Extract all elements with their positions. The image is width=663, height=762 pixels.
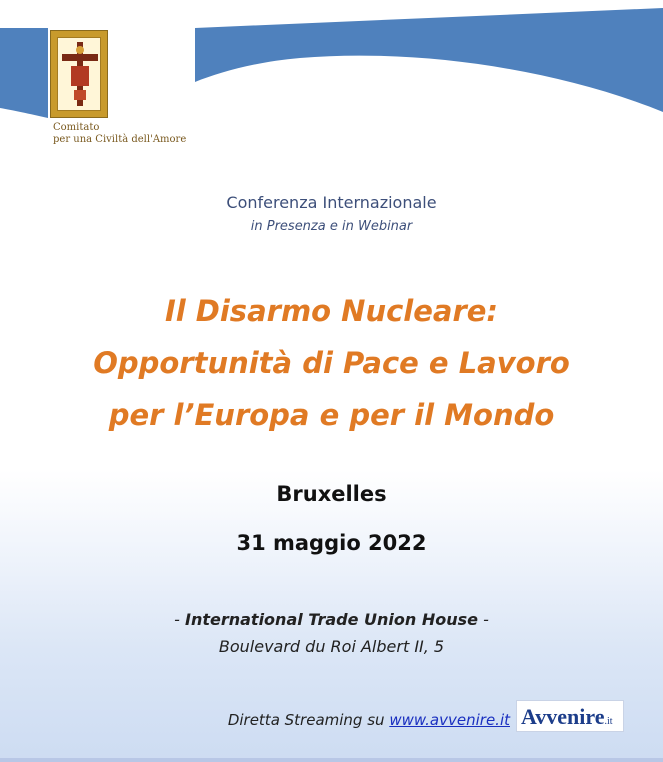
event-address: Boulevard du Roi Albert II, 5 [218, 637, 445, 656]
venue-suffix: - [477, 610, 489, 629]
streaming-label: Diretta Streaming su [227, 711, 390, 729]
streaming-info [0, 711, 510, 729]
committee-name [53, 122, 213, 146]
committee-name-line1: Comitato [53, 122, 100, 133]
event-title-line3: per l’Europa e per il Mondo [108, 398, 555, 432]
committee-logo [50, 30, 108, 118]
conference-title: Conferenza Internazionale [226, 193, 437, 212]
banner-wave-left [0, 28, 48, 118]
event-title [0, 285, 663, 441]
conference-subtitle: in Presenza e in Webinar [250, 219, 413, 234]
event-date: 31 maggio 2022 [236, 531, 427, 555]
avvenire-logo-text [521, 704, 613, 730]
avvenire-logo[interactable] [516, 700, 624, 732]
event-venue [0, 610, 663, 629]
avvenire-logo-suffix: .it [604, 716, 613, 727]
streaming-link[interactable]: www.avvenire.it [389, 711, 510, 729]
crucifix-icon [58, 38, 102, 112]
event-title-line1: Il Disarmo Nucleare: [164, 294, 499, 328]
avvenire-logo-word: Avvenire [521, 704, 605, 729]
bottom-border [0, 758, 663, 762]
banner-wave-right [195, 8, 663, 112]
venue-prefix: - [174, 610, 185, 629]
committee-name-line2: per una Civiltà dell'Amore [53, 134, 187, 145]
venue-name: International Trade Union House [185, 610, 478, 629]
event-title-line2: Opportunità di Pace e Lavoro [93, 346, 570, 380]
event-city: Bruxelles [276, 482, 387, 506]
